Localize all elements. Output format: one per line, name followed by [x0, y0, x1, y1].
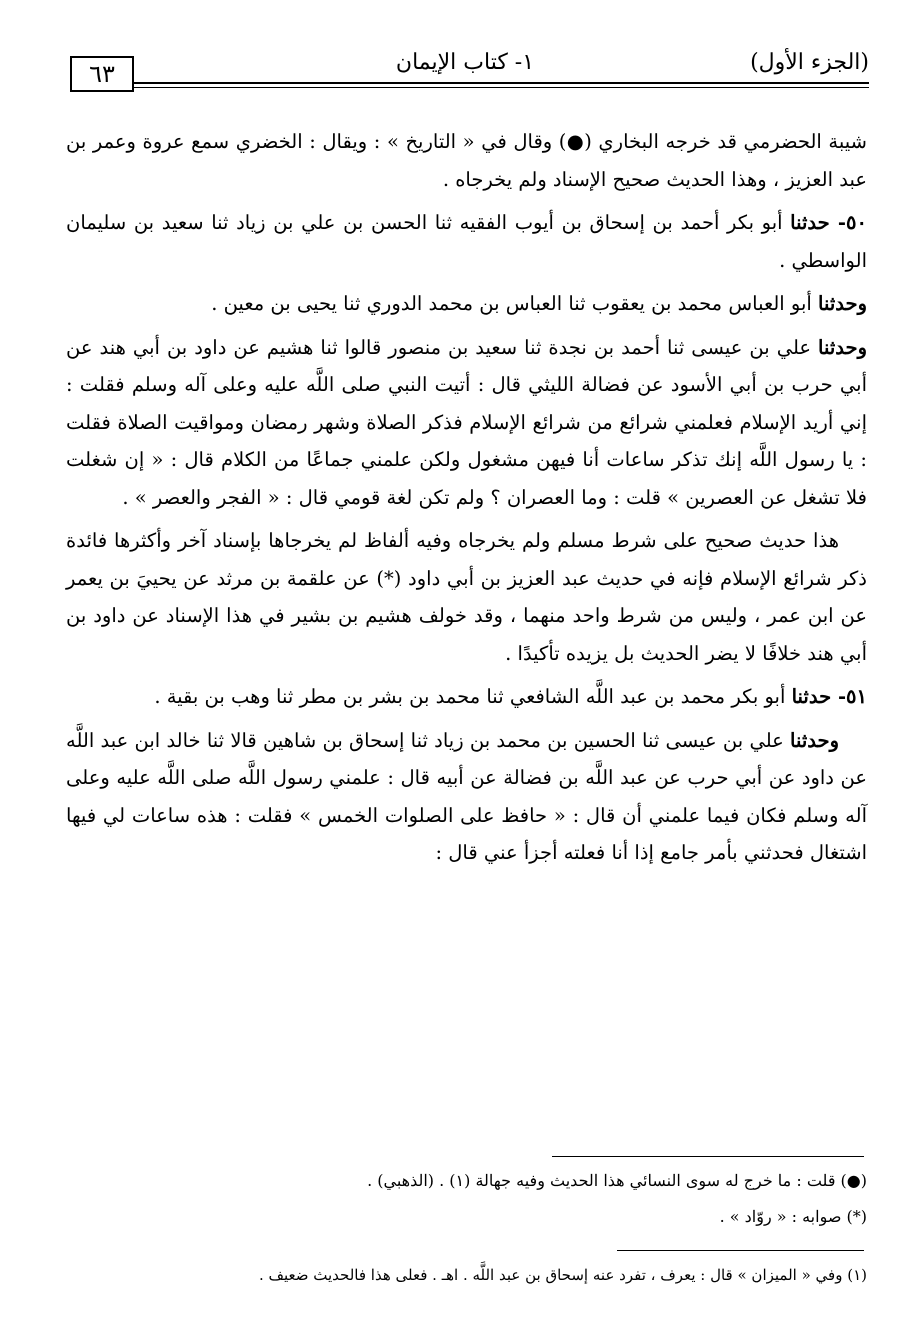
- paragraph-text: شيبة الحضرمي قد خرجه البخاري (●) وقال في « التاريخ » : ويقال : الخضري سمع عروة وعمر بن عبد العزيز ، وهذا الحديث صحيح الإسناد ولم يخرجاه .: [66, 130, 867, 191]
- paragraph-text: أبو بكر أحمد بن إسحاق بن أيوب الفقيه ثنا الحسن بن علي بن زياد ثنا سعيد بن سليمان الواسطي .: [66, 211, 867, 272]
- paragraph: [66, 204, 867, 279]
- footnote-rule: [552, 1156, 864, 1157]
- hadith-lead: ٥٠- حدثنا: [790, 211, 867, 234]
- paragraph: [66, 123, 867, 198]
- footnote: (●) قلت : ما خرج له سوى النسائي هذا الحديث وفيه جهالة (١) . (الذهبي) .: [367, 1171, 867, 1190]
- page-number: ٦٣: [70, 56, 134, 92]
- paragraph-text: أبو بكر محمد بن عبد اللَّه الشافعي ثنا محمد بن بشر بن مطر ثنا وهب بن بقية .: [154, 685, 792, 708]
- hadith-lead: وحدثنا: [818, 292, 867, 315]
- footnote: (*) صوابه : « روّاد » .: [719, 1207, 867, 1226]
- header-rule-thick: [134, 82, 869, 84]
- hadith-lead: وحدثنا: [818, 335, 867, 359]
- paragraph: [66, 285, 867, 323]
- paragraph: [66, 329, 867, 517]
- header-rule-thin: [134, 87, 869, 88]
- bottom-note: (١) وفي « الميزان » قال : يعرف ، تفرد عنه إسحاق بن عبد اللَّه . اهـ . فعلى هذا فالحديث ضعيف .: [258, 1266, 867, 1284]
- chapter-title: ١- كتاب الإيمان: [395, 50, 535, 75]
- part-label: (الجزء الأول): [750, 50, 869, 75]
- paragraph: [66, 678, 867, 716]
- hadith-lead: وحدثنا: [790, 728, 839, 752]
- paragraph: [66, 522, 867, 672]
- paragraph: [66, 722, 867, 872]
- paragraph-text: أبو العباس محمد بن يعقوب ثنا العباس بن محمد الدوري ثنا يحيى بن معين .: [211, 292, 819, 315]
- main-text: [66, 123, 867, 878]
- footnote-rule: [617, 1250, 864, 1251]
- paragraph-text: علي بن عيسى ثنا أحمد بن نجدة ثنا سعيد بن منصور قالوا ثنا هشيم عن داود بن أبي هند عن أبي حرب بن أبي الأسود عن فضالة الليثي قال : أتيت النبي صلى اللَّه عليه وعلى آله وسلم فقلت : إني أريد الإسلام فعلمني شرائع من شرائع الإسلام فذكر الصلاة وشهر رمضان ومواقيت الصلاة فقلت : يا رسول اللَّه إنك تذكر ساعات أنا فيهن مشغول ولكن علمني جماعًا من الكلام قال : « إن شغلت فلا تشغل عن العصرين » قلت : وما العصران ؟ ولم تكن لغة قومي قال : « الفجر والعصر » .: [66, 335, 867, 509]
- paragraph-text: هذا حديث صحيح على شرط مسلم ولم يخرجاه وفيه ألفاظ لم يخرجاها بإسناد آخر وأكثرها فائدة ذكر شرائع الإسلام فإنه في حديث عبد العزيز بن أبي داود (*) عن علقمة بن مرثد عن يحييَ بن يعمر عن ابن عمر ، وليس من شرط واحد منهما ، وقد خولف هشيم بن بشير في هذا الإسناد عن داود بن أبي هند خلافًا لا يضر الحديث بل يزيده تأكيدًا .: [66, 529, 867, 665]
- hadith-lead: ٥١- حدثنا: [791, 685, 867, 708]
- paragraph-text: علي بن عيسى ثنا الحسين بن محمد بن زياد ثنا إسحاق بن شاهين قالا ثنا خالد ابن عبد اللَّه عن داود عن أبي حرب عن عبد اللَّه بن فضالة عن أبيه قال : علمني رسول اللَّه صلى اللَّه عليه وعلى آله وسلم فكان فيما علمني أن قال : « حافظ على الصلوات الخمس » فقلت : هذه ساعات لي فيها اشتغال فحدثني بأمر جامع إذا أنا فعلته أجزأ عني قال :: [66, 728, 867, 864]
